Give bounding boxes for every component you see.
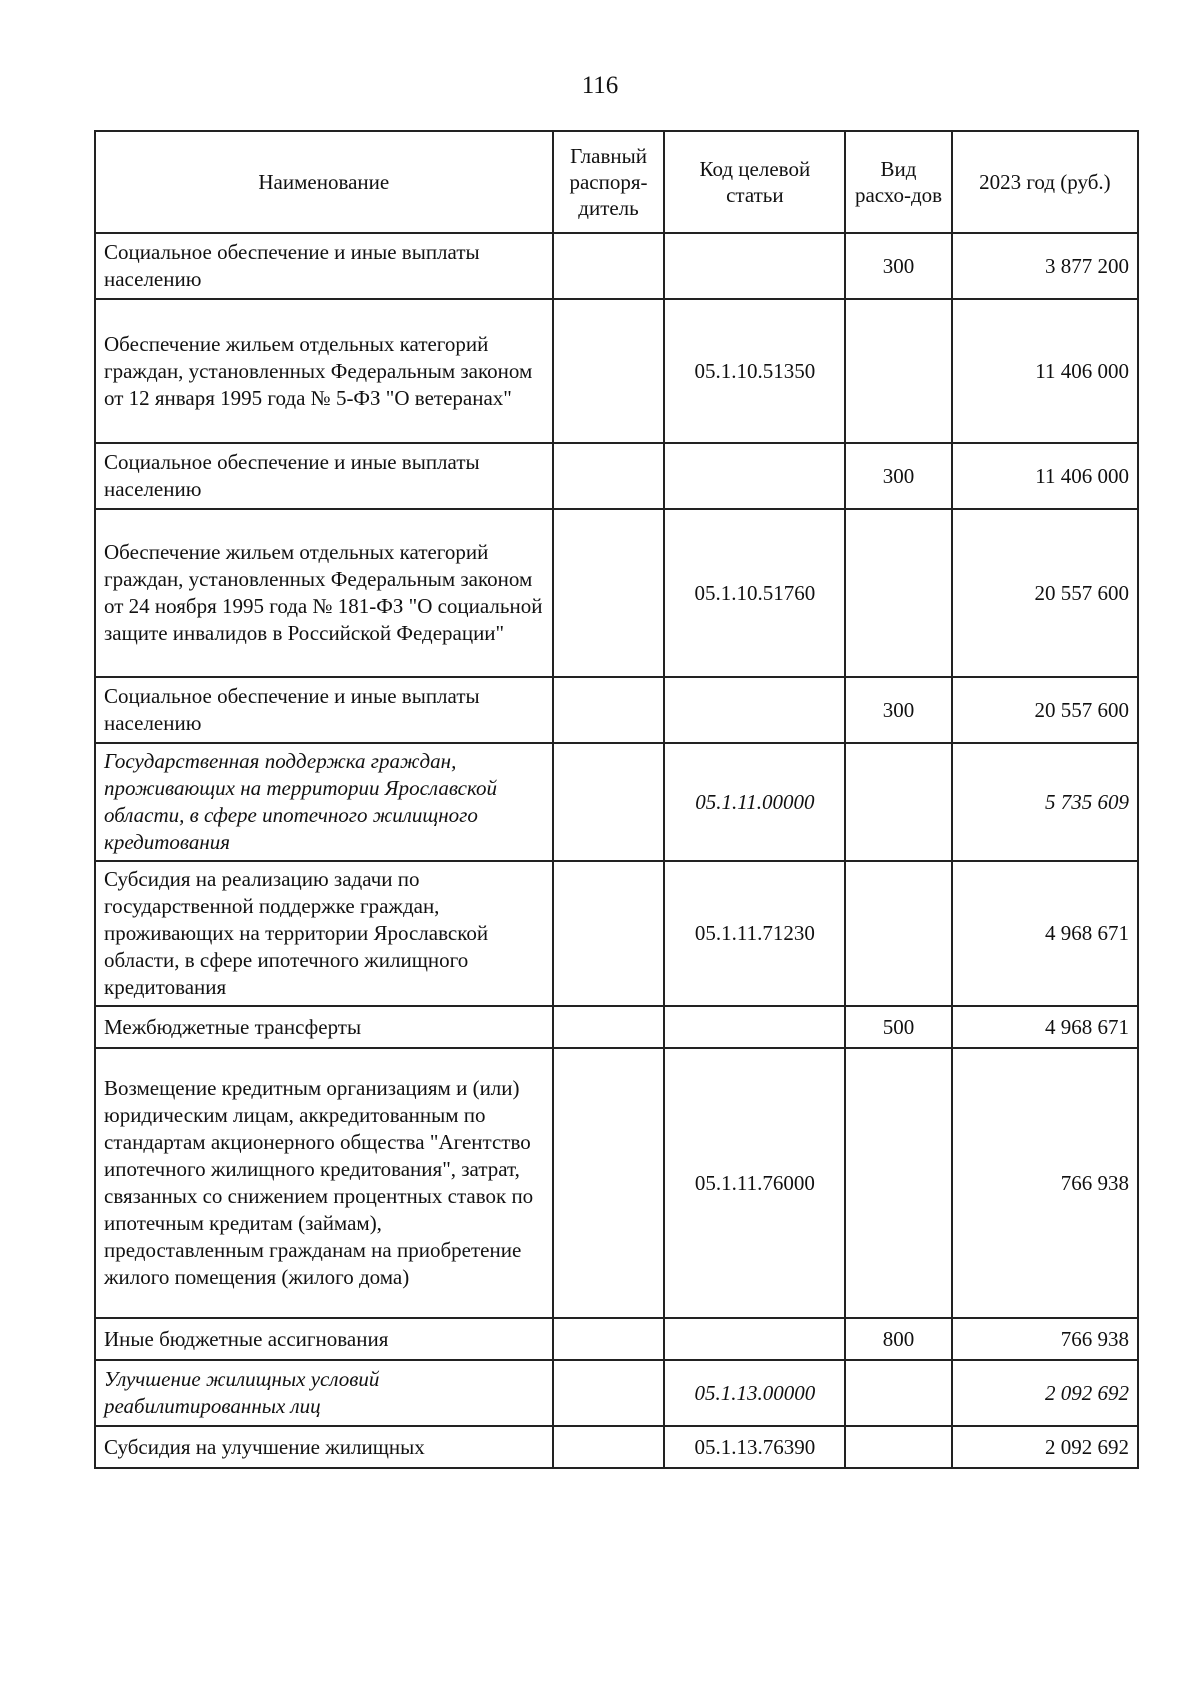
table-row	[95, 1360, 1138, 1426]
row-amount-cell: 5 735 609	[952, 743, 1138, 861]
header-code: Код целевой статьи	[664, 131, 845, 233]
row-kind-cell	[845, 1426, 951, 1468]
table-row	[95, 743, 1138, 861]
row-code-cell	[664, 233, 845, 299]
header-amount: 2023 год (руб.)	[952, 131, 1138, 233]
table-row	[95, 1006, 1138, 1048]
table-row	[95, 1426, 1138, 1468]
row-kind-cell: 500	[845, 1006, 951, 1048]
row-manager-cell	[553, 743, 665, 861]
row-amount-cell: 11 406 000	[952, 299, 1138, 443]
row-kind-cell: 800	[845, 1318, 951, 1360]
header-kind: Вид расхо-дов	[845, 131, 951, 233]
row-manager-cell	[553, 299, 665, 443]
budget-table	[94, 130, 1139, 1469]
row-amount-cell: 2 092 692	[952, 1426, 1138, 1468]
row-name-cell: Улучшение жилищных условий реабилитированных лиц	[95, 1360, 553, 1426]
row-amount-cell: 11 406 000	[952, 443, 1138, 509]
row-code-cell: 05.1.10.51350	[664, 299, 845, 443]
row-amount-cell: 766 938	[952, 1318, 1138, 1360]
row-kind-cell	[845, 743, 951, 861]
row-amount-cell: 20 557 600	[952, 677, 1138, 743]
row-name-cell: Обеспечение жильем отдельных категорий граждан, установленных Федеральным законом от 12 января 1995 года № 5-ФЗ "О ветеранах"	[95, 299, 553, 443]
table-row	[95, 233, 1138, 299]
row-kind-cell	[845, 299, 951, 443]
row-name-cell: Иные бюджетные ассигнования	[95, 1318, 553, 1360]
row-code-cell: 05.1.11.71230	[664, 861, 845, 1006]
row-manager-cell	[553, 861, 665, 1006]
row-name-cell: Возмещение кредитным организациям и (или) юридическим лицам, аккредитованным по стандартам акционерного общества "Агентство ипотечного жилищного кредитования", затрат, связанных со снижением процентных ставок по ипотечным кредитам (займам), предоставленным гражданам на приобретение жилого помещения (жилого дома)	[95, 1048, 553, 1318]
row-manager-cell	[553, 1006, 665, 1048]
row-name-cell: Субсидия на улучшение жилищных	[95, 1426, 553, 1468]
row-manager-cell	[553, 233, 665, 299]
row-code-cell	[664, 1318, 845, 1360]
row-manager-cell	[553, 1426, 665, 1468]
row-code-cell: 05.1.13.76390	[664, 1426, 845, 1468]
row-amount-cell: 2 092 692	[952, 1360, 1138, 1426]
row-kind-cell: 300	[845, 677, 951, 743]
row-amount-cell: 766 938	[952, 1048, 1138, 1318]
row-code-cell	[664, 1006, 845, 1048]
row-kind-cell	[845, 861, 951, 1006]
row-manager-cell	[553, 1048, 665, 1318]
table-body	[95, 233, 1138, 1468]
row-name-cell: Субсидия на реализацию задачи по государственной поддержке граждан, проживающих на территории Ярославской области, в сфере ипотечного жилищного кредитования	[95, 861, 553, 1006]
row-kind-cell: 300	[845, 443, 951, 509]
row-amount-cell: 3 877 200	[952, 233, 1138, 299]
row-code-cell: 05.1.11.76000	[664, 1048, 845, 1318]
row-name-cell: Социальное обеспечение и иные выплаты населению	[95, 443, 553, 509]
table-row	[95, 861, 1138, 1006]
row-name-cell: Обеспечение жильем отдельных категорий граждан, установленных Федеральным законом от 24 ноября 1995 года № 181-ФЗ "О социальной защите инвалидов в Российской Федерации"	[95, 509, 553, 677]
row-amount-cell: 4 968 671	[952, 861, 1138, 1006]
table-row	[95, 509, 1138, 677]
table-row	[95, 677, 1138, 743]
row-manager-cell	[553, 1360, 665, 1426]
row-manager-cell	[553, 1318, 665, 1360]
row-manager-cell	[553, 677, 665, 743]
table-row	[95, 1048, 1138, 1318]
row-kind-cell: 300	[845, 233, 951, 299]
row-code-cell: 05.1.13.00000	[664, 1360, 845, 1426]
row-name-cell: Социальное обеспечение и иные выплаты населению	[95, 677, 553, 743]
row-code-cell	[664, 677, 845, 743]
row-kind-cell	[845, 509, 951, 677]
row-name-cell: Государственная поддержка граждан, проживающих на территории Ярославской области, в сфере ипотечного жилищного кредитования	[95, 743, 553, 861]
table-row	[95, 299, 1138, 443]
row-manager-cell	[553, 509, 665, 677]
header-manager: Главный распоря-дитель	[553, 131, 665, 233]
row-name-cell: Межбюджетные трансферты	[95, 1006, 553, 1048]
row-code-cell: 05.1.11.00000	[664, 743, 845, 861]
header-name: Наименование	[95, 131, 553, 233]
table-header-row	[95, 131, 1138, 233]
page-number: 116	[581, 72, 619, 99]
row-amount-cell: 4 968 671	[952, 1006, 1138, 1048]
row-kind-cell	[845, 1360, 951, 1426]
row-manager-cell	[553, 443, 665, 509]
row-name-cell: Социальное обеспечение и иные выплаты населению	[95, 233, 553, 299]
row-amount-cell: 20 557 600	[952, 509, 1138, 677]
table-row	[95, 443, 1138, 509]
row-kind-cell	[845, 1048, 951, 1318]
row-code-cell	[664, 443, 845, 509]
table-row	[95, 1318, 1138, 1360]
row-code-cell: 05.1.10.51760	[664, 509, 845, 677]
